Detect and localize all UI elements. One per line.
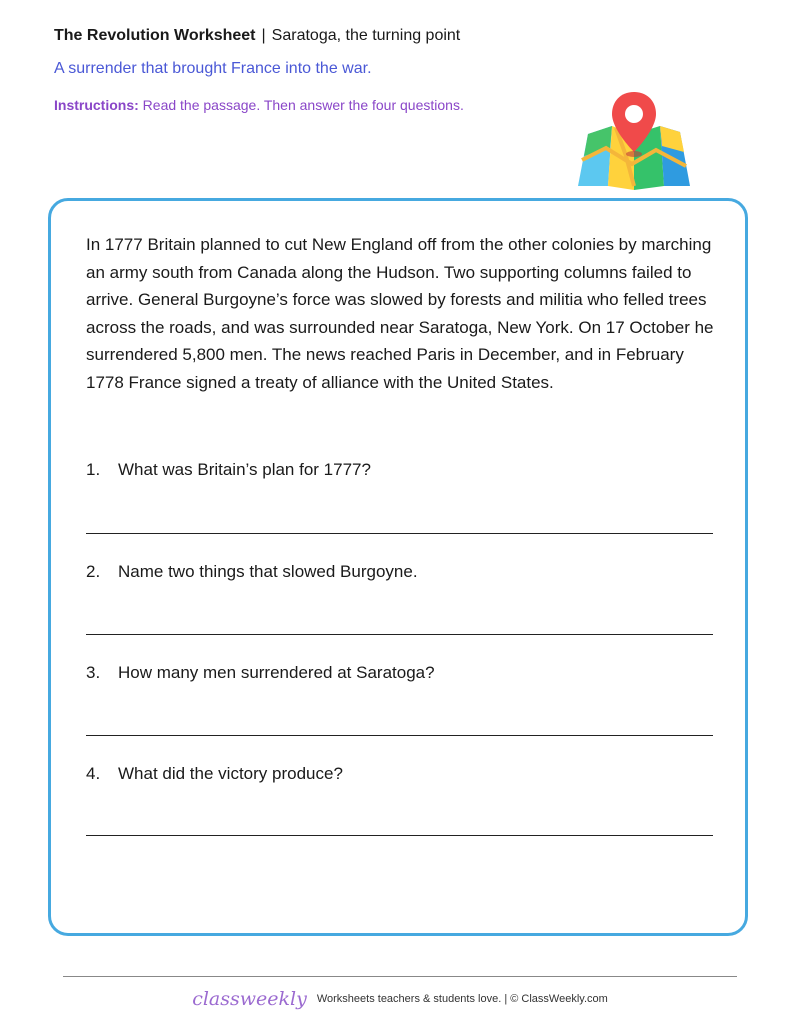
question-text: Name two things that slowed Burgoyne. (118, 562, 418, 581)
question-4 (86, 763, 343, 785)
question-3 (86, 662, 435, 684)
question-text: What was Britain’s plan for 1777? (118, 460, 371, 479)
question-number: 2. (86, 562, 101, 581)
title-separator: | (261, 27, 266, 44)
worksheet-subtitle: A surrender that brought France into the war. (54, 60, 372, 77)
instructions-label: Instructions: (54, 97, 139, 113)
answer-line-3[interactable] (86, 735, 713, 736)
question-1 (86, 459, 371, 481)
question-text: How many men surrendered at Saratoga? (118, 663, 435, 682)
answer-line-4[interactable] (86, 835, 713, 836)
footer-tagline: Worksheets teachers & students love. | © ClassWeekly.com (316, 993, 608, 1005)
question-2 (86, 561, 418, 583)
map-pin-icon (576, 86, 692, 190)
question-text: What did the victory produce? (118, 764, 343, 783)
worksheet-topic: Saratoga, the turning point (271, 27, 461, 44)
question-number: 1. (86, 460, 101, 479)
footer-divider (63, 976, 737, 977)
footer (0, 988, 800, 1010)
question-number: 3. (86, 663, 101, 682)
worksheet-series-title: The Revolution Worksheet (54, 27, 256, 44)
instructions-text: Read the passage. Then answer the four questions. (142, 97, 464, 113)
question-number: 4. (86, 764, 101, 783)
worksheet-header (54, 26, 460, 46)
worksheet-title (54, 26, 460, 46)
answer-line-1[interactable] (86, 533, 713, 534)
answer-line-2[interactable] (86, 634, 713, 635)
brand-logo: classweekly (192, 988, 307, 1010)
instructions (54, 97, 464, 113)
reading-passage: In 1777 Britain planned to cut New England off from the other colonies by marching an army south from Canada along the Hudson. Two supporting columns failed to arrive. General Burgoyne’s force was slowed by forests and militia who felled trees across the roads, and was surrounded near Saratoga, New York. On 17 October he surrendered 5,800 men. The news reached Paris in December, and in February 1778 France signed a treaty of alliance with the United States. (86, 235, 714, 392)
